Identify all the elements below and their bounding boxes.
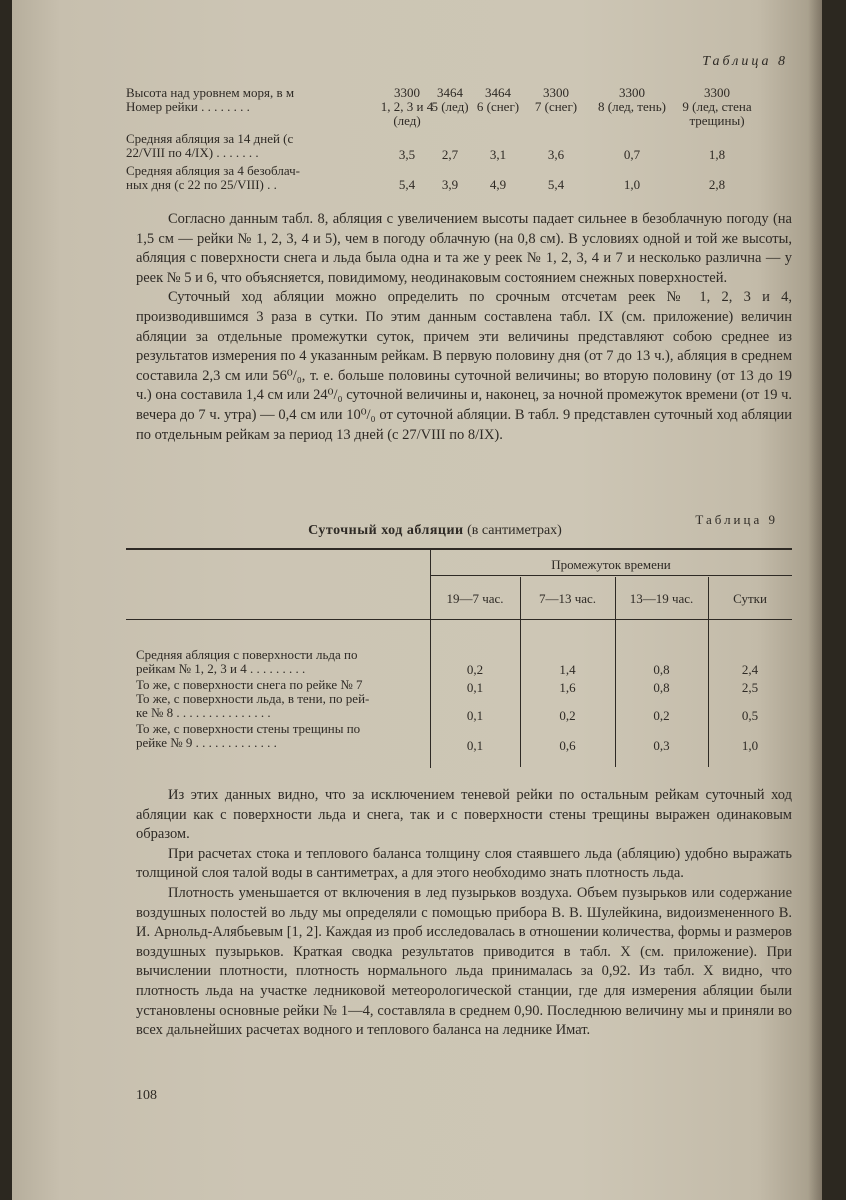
- table8-row2-value: 5,4: [547, 177, 565, 192]
- table9-value-cell: 0,2: [466, 662, 484, 677]
- book-page: [12, 0, 822, 1200]
- table8-altitude-value: 3464: [485, 85, 511, 100]
- table8-rod-value: 5 (лед): [431, 99, 469, 114]
- paragraph: При расчетах стока и теплового баланса толщину слоя стаявшего льда (абляцию) удобно выражать толщиной слоя талой воды в сантиметрах, а для этого необходимо знать плотность льда.: [136, 845, 792, 882]
- paragraph: Из этих данных видно, что за исключением теневой рейки по остальным рейкам суточный ход абляции как с поверхности льда и снега, так и с поверхности стены трещины выражен одинаковым образом.: [136, 787, 792, 843]
- paragraph: Суточный ход абляции можно определить по срочным отсчетам реек № 1, 2, 3 и 4, производившимся 3 раза в сутки. По этим данным составлена табл. IX (см. приложение) величин абляции за отдельные промежутки суток, причем эти величины представляют собою среднее из результатов измерения по 4 указанным рейкам. В первую половину дня (от 7 до 13 ч.), абляция в среднем составила 2,3 см или 56⁰/₀, т. е. больше половины суточной величины; во вторую половину (от 13 до 19 ч.) она составила 1,4 см или 24⁰/₀ суточной величины и, наконец, за ночной промежуток времени (от 19 ч. вечера до 7 ч. утра) — 0,4 см или 10⁰/₀ от суточной абляции. В табл. 9 представлен суточный ход абляции по отдельным рейкам за период 13 дней (с 27/VIII по 8/IX).: [136, 289, 792, 443]
- table8-altitude-value: 3464: [437, 85, 463, 100]
- table8-altitude-value: 3300: [704, 85, 730, 100]
- table8-altitude-label: Высота над уровнем моря, в м: [126, 85, 295, 100]
- table9-row-label: рейкам № 1, 2, 3 и 4 . . . . . . . . .: [136, 661, 306, 676]
- table8-rod-value: 6 (снег): [476, 99, 520, 114]
- table9-value-cell: 1,4: [559, 662, 576, 677]
- table8-rod-value: 7 (снег): [534, 99, 578, 114]
- paragraph: Согласно данным табл. 8, абляция с увеличением высоты падает сильнее в безоблачную погоду (на 1,5 см — рейки № 1, 2, 3, 4 и 5), чем в погоду облачную (на 0,8 см). В условиях одной и той же высоты, абляция с поверхности снега и льда была одна и та же у реек № 1, 2, 3, 4 и 7 и несколько различна — у реек № 5 и 6, что объясняется, повидимому, неодинаковым состоянием снежных поверхностей.: [136, 211, 792, 286]
- table9-caption: Таблица 9: [695, 512, 778, 527]
- page-number: 108: [136, 1088, 157, 1103]
- table9-value-cell: 0,2: [559, 708, 576, 723]
- table8-rod-value: 1, 2, 3 и 4: [380, 99, 434, 114]
- table9-row-label: ке № 8 . . . . . . . . . . . . . . .: [136, 705, 271, 720]
- table8-row2-value: 2,8: [708, 177, 726, 192]
- table9-group-header: Промежуток времени: [551, 557, 671, 572]
- table9-value-cell: 0,5: [741, 708, 759, 723]
- table9-row-label: То же, с поверхности снега по рейке № 7: [136, 677, 363, 692]
- table9-row-label: То же, с поверхности льда, в тени, по рей-: [136, 691, 370, 706]
- table8-row2-value: 3,9: [441, 177, 459, 192]
- table8-rod-value: (лед): [393, 113, 421, 128]
- table8-row1-value: 0,7: [623, 147, 641, 162]
- table8-caption: Таблица 8: [702, 54, 788, 69]
- table9-value-cell: 2,4: [741, 662, 759, 677]
- table8-altitude-value: 3300: [394, 85, 420, 100]
- table9-col-header: 7—13 час.: [538, 591, 597, 606]
- table9-title: [12, 523, 822, 539]
- table9-col-header: 13—19 час.: [629, 591, 694, 606]
- body-text-bottom: [136, 786, 792, 1041]
- paragraph: Плотность уменьшается от включения в лед пузырьков воздуха. Объем пузырьков или содержание воздушных полостей во льду мы определяли с помощью прибора В. В. Шулейкина, видоизмененного В. И. Арнольд-Алябьевым [1, 2]. Каждая из проб исследовалась в отношении количества, формы и размеров воздушных пузырьков. Краткая сводка результатов приводится в табл. X (см. приложение). При вычислении плотности, плотность нормального льда принималась за 0,92. Из табл. X видно, что плотность льда на участке ледниковой метеорологической станции, где для измерения абляции были установлены основные рейки № 1—4, составляла в среднем 0,90. Последнюю величину мы и приняли во всех дальнейших расчетах водного и теплового баланса на леднике Имат.: [136, 884, 792, 1039]
- table9-value-cell: 1,6: [559, 680, 576, 695]
- table8-row1-value: 1,8: [708, 147, 726, 162]
- table8-rod-value: 8 (лед, тень): [598, 99, 666, 114]
- body-text-top: [136, 210, 792, 445]
- table8-row1-value: 3,1: [489, 147, 507, 162]
- table8-row2-label-line1: Средняя абляция за 4 безоблач-: [126, 163, 300, 178]
- table9-title-bold: Суточный ход абляции: [308, 523, 464, 538]
- table8-row1-value: 3,5: [398, 147, 416, 162]
- table9-top-rule: [126, 548, 792, 550]
- table9-value-cell: 0,1: [466, 708, 484, 723]
- table9-value-cell: 1,0: [741, 738, 759, 753]
- table9-col-header: Сутки: [733, 591, 767, 606]
- table9-title-unit: (в сантиметрах): [463, 523, 562, 538]
- table9-header-rule: [126, 619, 792, 620]
- table8-altitude-value: 3300: [619, 85, 645, 100]
- table8-row2-value: 1,0: [623, 177, 641, 192]
- table8-row2-value: 4,9: [489, 177, 507, 192]
- table9-value-cell: 0,8: [653, 662, 670, 677]
- table9-value-cell: 0,1: [466, 738, 484, 753]
- table9-value-cell: 0,6: [559, 738, 576, 753]
- table8-row1-value: 3,6: [547, 147, 565, 162]
- table8-row2-label-line2: ных дня (с 22 по 25/VIII) . .: [126, 177, 277, 192]
- table8-altitude-value: 3300: [543, 85, 569, 100]
- table9-value-cell: 0,1: [466, 680, 484, 695]
- page-spine-shadow: [808, 0, 822, 1200]
- table8-rod-value: трещины): [689, 113, 745, 128]
- table9-value-cell: 0,2: [653, 708, 670, 723]
- table8-rod-value: 9 (лед, стена: [682, 99, 752, 114]
- table9-row-label: Средняя абляция с поверхности льда по: [136, 647, 358, 662]
- table9-group-rule: [430, 575, 792, 576]
- table8-row1-label-line1: Средняя абляция за 14 дней (с: [126, 131, 294, 146]
- table8-row1-label-line2: 22/VIII по 4/IX) . . . . . . .: [126, 145, 259, 160]
- table9-value-cell: 0,3: [653, 738, 670, 753]
- table9-value-cell: 2,5: [741, 680, 759, 695]
- table9-col-header: 19—7 час.: [446, 591, 504, 606]
- table8-rod-label: Номер рейки . . . . . . . .: [126, 99, 250, 114]
- table9-row-label: То же, с поверхности стены трещины по: [136, 721, 361, 736]
- table9-value-cell: 0,8: [653, 680, 670, 695]
- table8-row2-value: 5,4: [398, 177, 416, 192]
- table8-row1-value: 2,7: [441, 147, 459, 162]
- table9-row-label: рейке № 9 . . . . . . . . . . . . .: [136, 735, 277, 750]
